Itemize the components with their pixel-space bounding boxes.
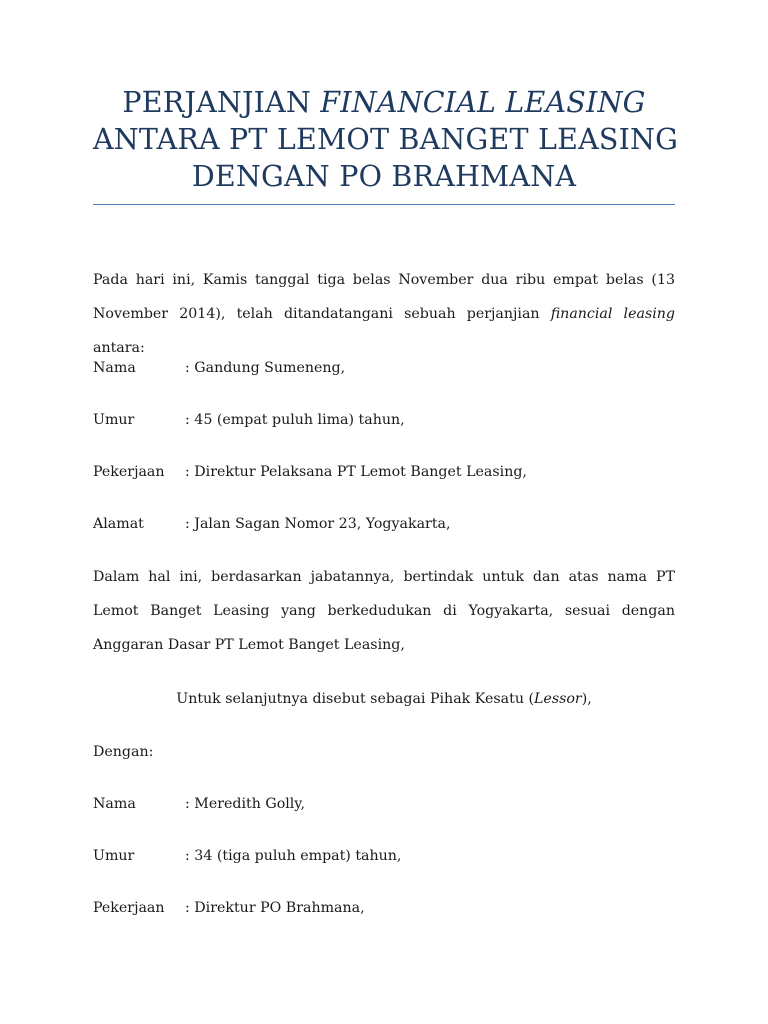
designation-suffix: ), bbox=[581, 691, 592, 707]
party1-age-field bbox=[93, 409, 675, 431]
with-label: Dengan: bbox=[93, 744, 154, 760]
field-value: : Gandung Sumeneng, bbox=[185, 360, 346, 376]
title-line-1 bbox=[93, 84, 675, 121]
intro-text-part-2: antara: bbox=[93, 340, 145, 356]
designation-prefix: Untuk selanjutnya disebut sebagai Pihak Kesatu ( bbox=[176, 691, 534, 707]
party2-name-field bbox=[93, 793, 675, 815]
field-label: Umur bbox=[93, 848, 135, 864]
field-value: : Direktur PO Brahmana, bbox=[185, 900, 365, 916]
field-value: : 34 (tiga puluh empat) tahun, bbox=[185, 848, 402, 864]
field-label: Nama bbox=[93, 796, 136, 812]
field-label: Nama bbox=[93, 360, 136, 376]
field-label: Pekerjaan bbox=[93, 464, 165, 480]
field-value: : 45 (empat puluh lima) tahun, bbox=[185, 412, 405, 428]
designation-italic: Lessor bbox=[534, 691, 582, 707]
party2-occupation-field bbox=[93, 897, 675, 919]
title-line-1-prefix: PERJANJIAN bbox=[122, 86, 321, 119]
party1-designation bbox=[93, 688, 675, 710]
party2-age-field bbox=[93, 845, 675, 867]
field-value: : Meredith Golly, bbox=[185, 796, 305, 812]
field-value: : Direktur Pelaksana PT Lemot Banget Leasing, bbox=[185, 464, 527, 480]
party1-occupation-field bbox=[93, 461, 675, 483]
title-line-2: ANTARA PT LEMOT BANGET LEASING bbox=[93, 123, 679, 156]
intro-text-italic: financial leasing bbox=[550, 306, 675, 322]
title-line-1-italic: FINANCIAL LEASING bbox=[320, 86, 646, 119]
intro-text-part-1: Pada hari ini, Kamis tanggal tiga belas November dua ribu empat belas (13 November 2014), telah ditandatangani sebuah perjanjian bbox=[93, 272, 675, 322]
field-label: Umur bbox=[93, 412, 135, 428]
document-title bbox=[93, 84, 679, 195]
field-label: Pekerjaan bbox=[93, 900, 165, 916]
field-value: : Jalan Sagan Nomor 23, Yogyakarta, bbox=[185, 516, 451, 532]
intro-paragraph bbox=[93, 263, 675, 365]
field-label: Alamat bbox=[93, 516, 144, 532]
party1-name-field bbox=[93, 357, 675, 379]
title-divider bbox=[93, 204, 675, 205]
party1-address-field bbox=[93, 513, 675, 535]
party1-capacity-paragraph: Dalam hal ini, berdasarkan jabatannya, bertindak untuk dan atas nama PT Lemot Banget Leasing yang berkedudukan di Yogyakarta, sesuai dengan Anggaran Dasar PT Lemot Banget Leasing, bbox=[93, 569, 675, 653]
title-line-3: DENGAN PO BRAHMANA bbox=[191, 160, 577, 193]
